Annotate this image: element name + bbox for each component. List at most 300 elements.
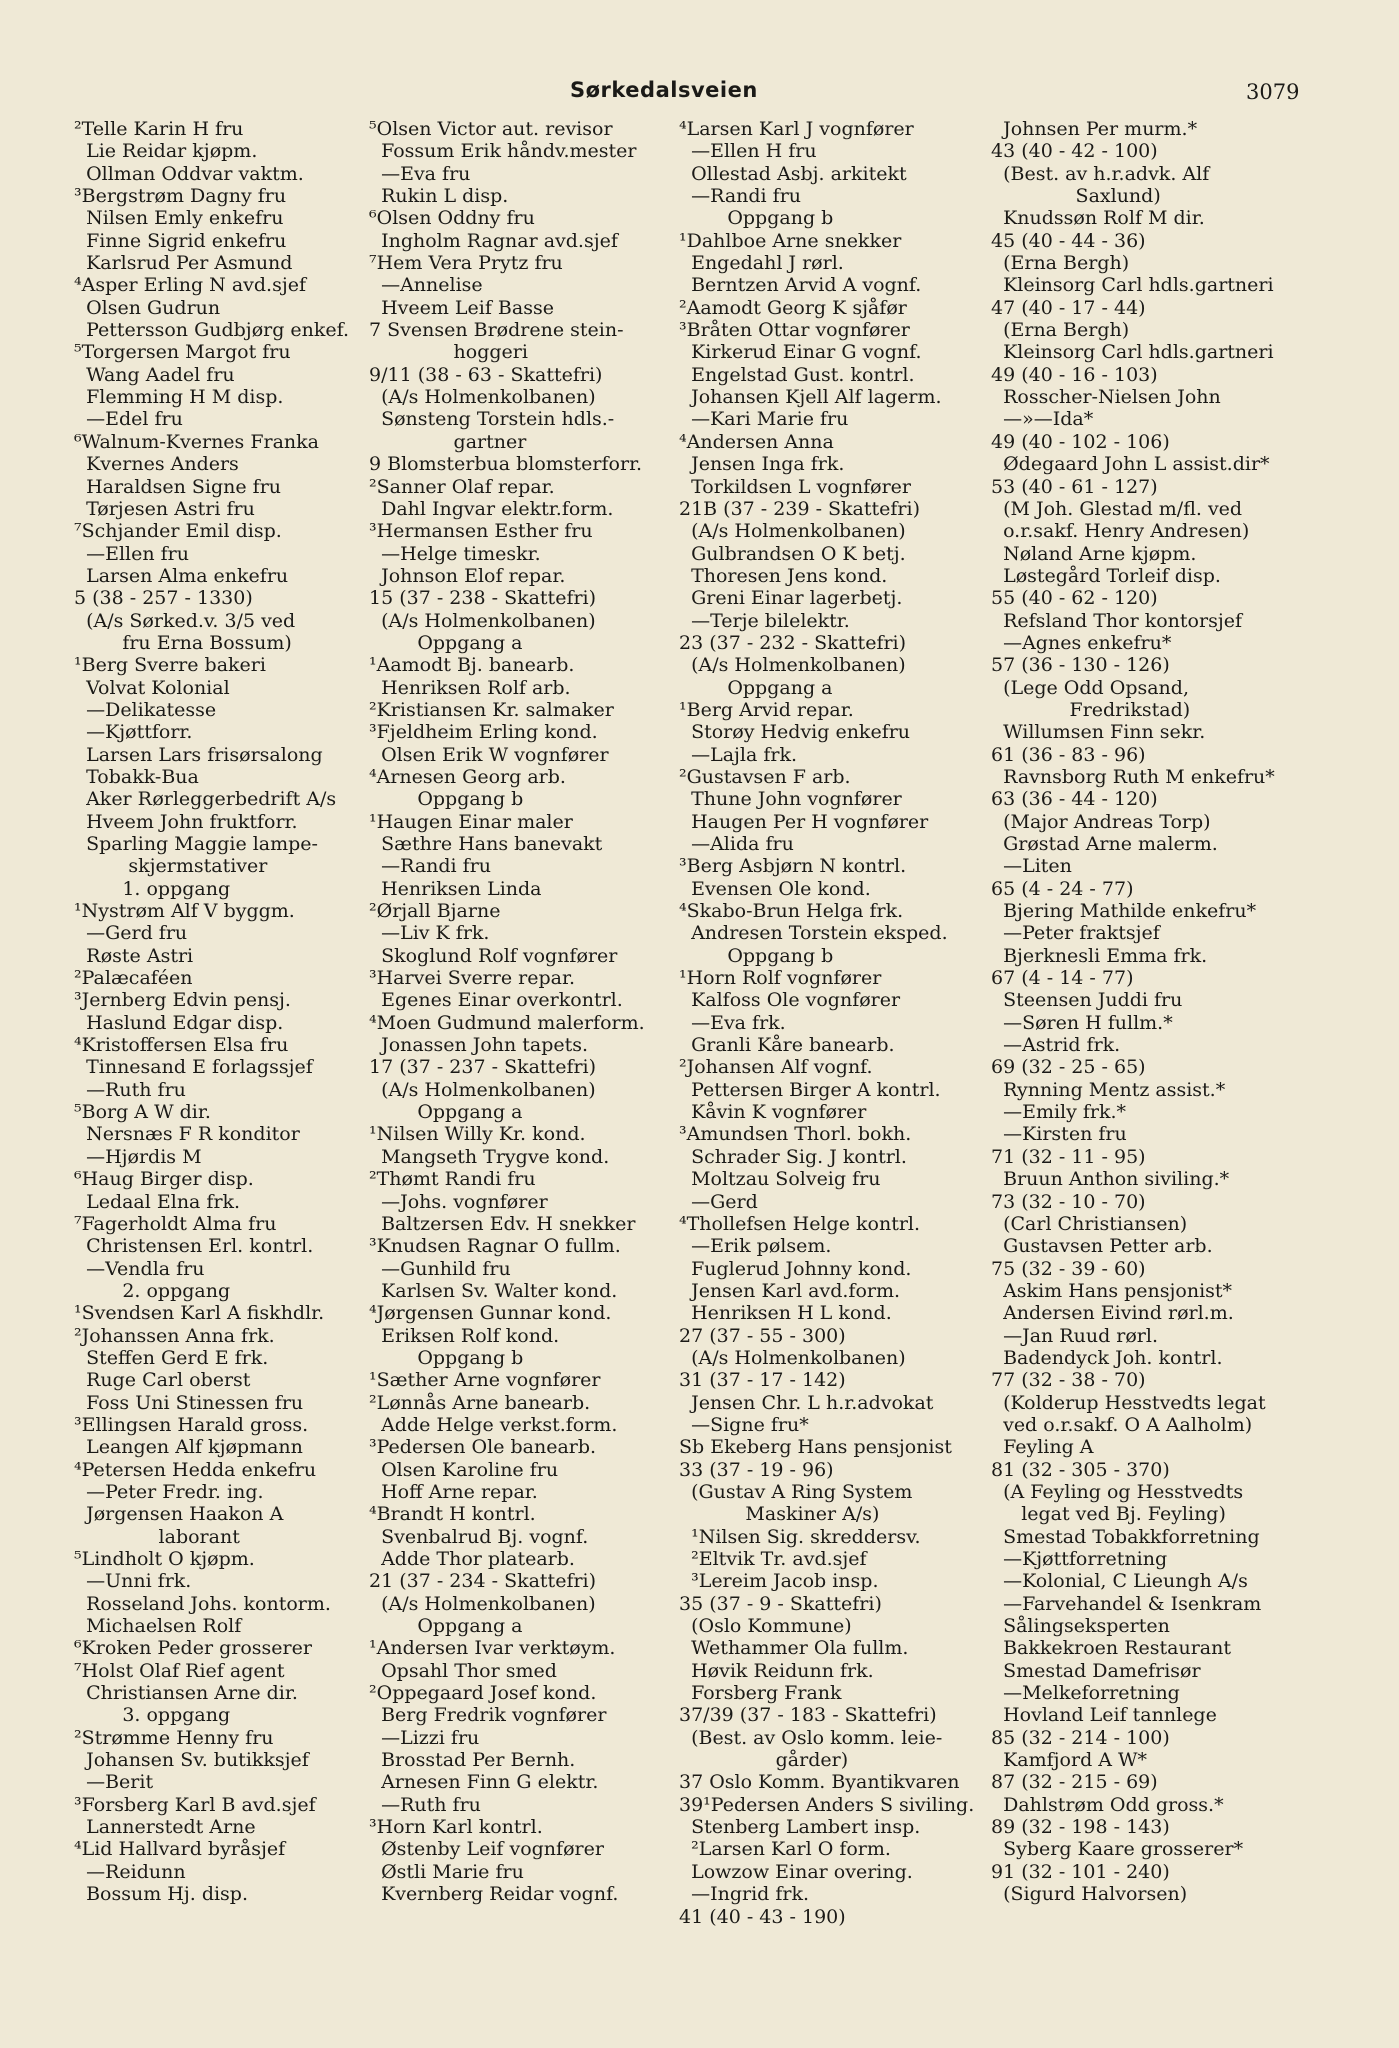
directory-line: ¹Nystrøm Alf V byggm.	[74, 900, 295, 923]
directory-line: Badendyck Joh. kontrl.	[991, 1346, 1223, 1369]
directory-line: —Signe fru*	[679, 1413, 809, 1436]
directory-line: ²Larsen Karl O form.	[679, 1838, 891, 1861]
directory-line: —Kjøttforretning	[991, 1548, 1168, 1570]
directory-line: 81 (32 - 305 - 370)	[991, 1458, 1170, 1481]
directory-line: ²Strømme Henny fru	[74, 1726, 274, 1749]
directory-line: Larsen Alma enkefru	[74, 564, 289, 587]
directory-line: ²Kristiansen Kr. salmaker	[369, 698, 614, 721]
directory-line: Lowzow Einar overing.	[679, 1860, 913, 1883]
directory-line: 63 (36 - 44 - 120)	[991, 788, 1158, 811]
directory-line: Oppgang a	[679, 676, 833, 699]
directory-line: ³Knudsen Ragnar O fullm.	[369, 1235, 621, 1258]
directory-line: Røste Astri	[74, 944, 194, 967]
directory-line: Saxlund)	[991, 185, 1161, 208]
directory-line: ²Johanssen Anna frk.	[74, 1324, 275, 1347]
directory-line: —Johs. vognfører	[369, 1190, 548, 1213]
directory-line: Foss Uni Stinessen fru	[74, 1391, 304, 1414]
directory-line: Wethammer Ola fullm.	[679, 1637, 909, 1660]
directory-line: Nilsen Emly enkefru	[74, 207, 284, 230]
directory-line: (A/s Sørked.v. 3/5 ved	[74, 609, 296, 632]
directory-line: ²Telle Karin H fru	[74, 118, 244, 140]
directory-line: Sb Ekeberg Hans pensjonist	[679, 1436, 952, 1459]
directory-line: Steffen Gerd E frk.	[74, 1346, 269, 1369]
directory-line: Granli Kåre banearb.	[679, 1034, 895, 1057]
directory-line: Andresen Torstein eksped.	[679, 922, 948, 945]
column-1	[74, 118, 399, 1906]
directory-line: —Emily frk.*	[991, 1101, 1127, 1124]
directory-line: Kleinsorg Carl hdls.gartneri	[991, 341, 1274, 364]
directory-line: Leangen Alf kjøpmann	[74, 1436, 303, 1459]
directory-line: —Helge timeskr.	[369, 542, 541, 565]
directory-line: Mangseth Trygve kond.	[369, 1145, 610, 1168]
directory-line: —Liv K frk.	[369, 922, 490, 945]
directory-line: —Søren H fullm.*	[991, 1011, 1173, 1034]
directory-line: —Annelise	[369, 274, 483, 297]
directory-line: 47 (40 - 17 - 44)	[991, 296, 1146, 319]
directory-line: Christensen Erl. kontrl.	[74, 1235, 314, 1258]
directory-line: Haraldsen Signe fru	[74, 475, 282, 498]
directory-line: Willumsen Finn sekr.	[991, 721, 1206, 744]
directory-line: Flemming H M disp.	[74, 386, 284, 409]
directory-line: 65 (4 - 24 - 77)	[991, 877, 1134, 900]
directory-line: ⁶Kroken Peder grosserer	[74, 1637, 312, 1660]
directory-line: ¹Haugen Einar maler	[369, 810, 573, 833]
directory-line: ⁵Torgersen Margot fru	[74, 341, 291, 364]
directory-line: ⁶Walnum-Kvernes Franka	[74, 430, 320, 453]
directory-line: 89 (32 - 198 - 143)	[991, 1816, 1170, 1839]
directory-line: 7 Svensen Brødrene stein-	[369, 319, 624, 342]
directory-line: ²Lønnås Arne banearb.	[369, 1391, 591, 1414]
directory-line: gartner	[369, 430, 527, 453]
directory-line: 71 (32 - 11 - 95)	[991, 1145, 1146, 1168]
directory-line: —Eva fru	[369, 162, 471, 185]
directory-line: ⁷Hem Vera Prytz fru	[369, 252, 563, 275]
directory-line: Østli Marie fru	[369, 1860, 524, 1883]
directory-line: ⁴Andersen Anna	[679, 430, 834, 453]
directory-line: Sålingseksperten	[991, 1615, 1170, 1638]
directory-line: —Lajla frk.	[679, 743, 798, 766]
directory-line: Askim Hans pensjonist*	[991, 1279, 1233, 1302]
directory-line: 33 (37 - 19 - 96)	[679, 1458, 834, 1481]
directory-line: ⁴Lid Hallvard byråsjef	[74, 1838, 286, 1861]
page-number: 3079	[1246, 80, 1300, 104]
directory-line: Grøstad Arne malerm.	[991, 833, 1218, 855]
directory-line: Bossum Hj. disp.	[74, 1883, 249, 1906]
directory-line: 49 (40 - 102 - 106)	[991, 430, 1170, 453]
directory-line: ⁴Brandt H kontrl.	[369, 1503, 536, 1526]
directory-line: ¹Dahlboe Arne snekker	[679, 229, 902, 252]
directory-line: Thoresen Jens kond.	[679, 564, 888, 587]
directory-line: Brosstad Per Bernh.	[369, 1749, 576, 1772]
directory-line: Henriksen Linda	[369, 877, 542, 900]
directory-line: Ollman Oddvar vaktm.	[74, 162, 304, 185]
directory-line: ³Ellingsen Harald gross.	[74, 1413, 309, 1436]
directory-line: 45 (40 - 44 - 36)	[991, 229, 1146, 252]
directory-line: Syberg Kaare grosserer*	[991, 1838, 1244, 1861]
directory-line: ²Aamodt Georg K sjåfør	[679, 296, 907, 319]
directory-line: Kirkerud Einar G vognf.	[679, 341, 922, 364]
directory-line: —Unni frk.	[74, 1570, 192, 1593]
directory-line: 69 (32 - 25 - 65)	[991, 1056, 1146, 1079]
directory-line: Feyling A	[991, 1436, 1094, 1459]
directory-line: Andersen Eivind rørl.m.	[991, 1302, 1234, 1325]
directory-line: Kalfoss Ole vognfører	[679, 989, 901, 1012]
directory-line: 53 (40 - 61 - 127)	[991, 475, 1158, 498]
directory-line: Greni Einar lagerbetj.	[679, 587, 903, 610]
directory-line: (Best. av h.r.advk. Alf	[991, 162, 1210, 185]
directory-line: Bjering Mathilde enkefru*	[991, 900, 1257, 923]
directory-line: Berg Fredrik vognfører	[369, 1704, 607, 1727]
directory-line: (A/s Holmenkolbanen)	[679, 654, 906, 677]
directory-line: Olsen Karoline fru	[369, 1458, 559, 1481]
directory-line: Engelstad Gust. kontrl.	[679, 363, 915, 386]
directory-line: Volvat Kolonial	[74, 676, 230, 699]
directory-line: —Agnes enkefru*	[991, 631, 1172, 654]
directory-line: ¹Nilsen Willy Kr. kond.	[369, 1123, 586, 1146]
directory-line: ved o.r.sakf. O A Aalholm)	[991, 1413, 1253, 1436]
directory-line: ⁴Kristoffersen Elsa fru	[74, 1034, 289, 1057]
directory-line: Ravnsborg Ruth M enkefru*	[991, 765, 1275, 788]
directory-line: Oppgang b	[679, 207, 834, 230]
directory-line: Bakkekroen Restaurant	[991, 1637, 1231, 1660]
directory-line: ²Gustavsen F arb.	[679, 765, 851, 788]
directory-line: —Kari Marie fru	[679, 408, 849, 431]
directory-line: ⁵Lindholt O kjøpm.	[74, 1548, 255, 1570]
directory-line: Tørjesen Astri fru	[74, 497, 255, 520]
directory-line: —Ruth fru	[369, 1793, 481, 1816]
directory-line: 49 (40 - 16 - 103)	[991, 363, 1158, 386]
directory-line: Oppgang b	[679, 944, 834, 967]
directory-line: (Erna Bergh)	[991, 252, 1130, 275]
directory-line: 37 Oslo Komm. Byantikvaren	[679, 1771, 960, 1794]
directory-line: Larsen Lars frisørsalong	[74, 743, 323, 766]
directory-line: —Eva frk.	[679, 1011, 786, 1034]
directory-line: (A/s Holmenkolbanen)	[369, 609, 596, 632]
directory-line: —Kjøttforr.	[74, 721, 193, 744]
directory-line: ³Fjeldheim Erling kond.	[369, 721, 598, 744]
page-title: Sørkedalsveien	[570, 78, 758, 102]
directory-line: Rosseland Johs. kontorm.	[74, 1592, 331, 1615]
directory-line: Smestad Tobakkforretning	[991, 1525, 1260, 1548]
directory-line: Torkildsen L vognfører	[679, 475, 912, 498]
directory-line: Finne Sigrid enkefru	[74, 229, 287, 252]
directory-line: 87 (32 - 215 - 69)	[991, 1771, 1158, 1794]
directory-line: —Edel fru	[74, 408, 183, 431]
directory-line: Jensen Chr. L h.r.advokat	[679, 1391, 934, 1414]
directory-line: ⁴Jørgensen Gunnar kond.	[369, 1302, 612, 1325]
directory-line: (Gustav A Ring System	[679, 1480, 913, 1503]
directory-line: ⁴Arnesen Georg arb.	[369, 765, 566, 788]
directory-line: Kleinsorg Carl hdls.gartneri	[991, 274, 1274, 297]
directory-line: ³Berg Asbjørn N kontrl.	[679, 855, 907, 878]
directory-line: Aker Rørleggerbedrift A/s	[74, 788, 337, 811]
directory-line: (Oslo Kommune)	[679, 1615, 852, 1638]
directory-line: ⁴Skabo-Brun Helga frk.	[679, 900, 904, 923]
directory-line: Svenbalrud Bj. vognf.	[369, 1525, 589, 1548]
directory-line: Fuglerud Johnny kond.	[679, 1257, 912, 1280]
directory-line: Nøland Arne kjøpm.	[991, 542, 1197, 565]
directory-line: ²Sanner Olaf repar.	[369, 475, 555, 498]
directory-line: Evensen Ole kond.	[679, 877, 871, 900]
directory-line: —Gerd	[679, 1190, 758, 1213]
directory-line: ³Hermansen Esther fru	[369, 520, 593, 543]
directory-line: (Erna Bergh)	[991, 319, 1130, 342]
directory-line: (Best. av Oslo komm. leie-	[679, 1726, 943, 1749]
directory-line: ³Forsberg Karl B avd.sjef	[74, 1793, 316, 1816]
directory-line: Rosscher-Nielsen John	[991, 386, 1221, 409]
directory-line: ⁴Asper Erling N avd.sjef	[74, 274, 307, 297]
directory-line: ²Thømt Randi fru	[369, 1168, 536, 1191]
directory-line: —Randi fru	[369, 855, 492, 878]
directory-line: ³Jernberg Edvin pensj.	[74, 989, 291, 1012]
directory-line: Sæthre Hans banevakt	[369, 833, 603, 855]
directory-line: —Erik pølsem.	[679, 1235, 832, 1258]
directory-line: Berntzen Arvid A vognf.	[679, 274, 922, 297]
directory-line: Hovland Leif tannlege	[991, 1704, 1217, 1727]
directory-line: Jensen Karl avd.form.	[679, 1279, 901, 1302]
directory-line: Ødegaard John L assist.dir*	[991, 453, 1270, 476]
directory-line: Jørgensen Haakon A	[74, 1503, 284, 1526]
directory-line: Olsen Gudrun	[74, 296, 221, 319]
directory-line: ²Eltvik Tr. avd.sjef	[679, 1548, 867, 1570]
directory-line: —Delikatesse	[74, 698, 217, 721]
directory-line: Oppgang a	[369, 1101, 523, 1124]
directory-line: Bjerknesli Emma frk.	[991, 944, 1208, 967]
directory-line: —Farvehandel & Isenkram	[991, 1592, 1262, 1615]
directory-line: Forsberg Frank	[679, 1682, 842, 1705]
directory-line: 9/11 (38 - 63 - Skattefri)	[369, 363, 603, 386]
directory-line: Oppgang a	[369, 1615, 523, 1638]
directory-line: —Lizzi fru	[369, 1726, 480, 1749]
directory-line: o.r.sakf. Henry Andresen)	[991, 520, 1250, 543]
directory-line: ³Pedersen Ole banearb.	[369, 1436, 597, 1459]
directory-line: 39¹Pedersen Anders S siviling.	[679, 1793, 975, 1816]
directory-line: 9 Blomsterbua blomsterforr.	[369, 453, 643, 476]
directory-line: —Liten	[991, 855, 1072, 878]
directory-line: —Jan Ruud rørl.	[991, 1324, 1159, 1347]
directory-line: (A/s Holmenkolbanen)	[679, 1346, 906, 1369]
directory-line: hoggeri	[369, 341, 528, 364]
directory-line: Maskiner A/s)	[679, 1503, 880, 1526]
directory-line: Schrader Sig. J kontrl.	[679, 1145, 907, 1168]
directory-line: 2. oppgang	[74, 1279, 231, 1302]
directory-line: ¹Berg Sverre bakeri	[74, 654, 266, 677]
directory-line: 61 (36 - 83 - 96)	[991, 743, 1146, 766]
directory-line: Ruge Carl oberst	[74, 1369, 251, 1392]
directory-line: Karlsen Sv. Walter kond.	[369, 1279, 618, 1302]
directory-line: Oppgang b	[369, 1346, 524, 1369]
directory-line: Moltzau Solveig fru	[679, 1168, 881, 1191]
directory-line: Skoglund Rolf vognfører	[369, 944, 618, 967]
directory-line: 77 (32 - 38 - 70)	[991, 1369, 1146, 1392]
directory-line: Nersnæs F R konditor	[74, 1123, 300, 1146]
directory-line: Henriksen Rolf arb.	[369, 676, 571, 699]
directory-line: ⁵Borg A W dir.	[74, 1101, 211, 1124]
directory-line: Bruun Anthon siviling.*	[991, 1168, 1230, 1191]
directory-line: laborant	[74, 1525, 240, 1548]
directory-line: Rynning Mentz assist.*	[991, 1078, 1226, 1101]
directory-line: 75 (32 - 39 - 60)	[991, 1257, 1146, 1280]
directory-line: Tobakk-Bua	[74, 765, 199, 788]
directory-line: Fredrikstad)	[991, 698, 1191, 721]
directory-line: —Vendla fru	[74, 1257, 205, 1280]
directory-line: (A Feyling og Hesstvedts	[991, 1480, 1244, 1503]
directory-line: 55 (40 - 62 - 120)	[991, 587, 1158, 610]
directory-line: 31 (37 - 17 - 142)	[679, 1369, 846, 1392]
directory-line: Jonassen John tapets.	[369, 1034, 589, 1057]
directory-line: Olsen Erik W vognfører	[369, 743, 609, 766]
directory-line: ²Johansen Alf vognf.	[679, 1056, 873, 1079]
directory-line: 41 (40 - 43 - 190)	[679, 1905, 846, 1928]
directory-line: ²Palæcaféen	[74, 967, 193, 990]
directory-line: 5 (38 - 257 - 1330)	[74, 587, 253, 610]
directory-line: Høvik Reidunn frk.	[679, 1659, 874, 1682]
directory-line: 35 (37 - 9 - Skattefri)	[679, 1592, 882, 1615]
directory-line: skjermstativer	[74, 855, 268, 878]
directory-line: (A/s Holmenkolbanen)	[369, 1078, 596, 1101]
directory-line: (Sigurd Halvorsen)	[991, 1883, 1188, 1906]
directory-line: Kvernes Anders	[74, 453, 239, 476]
directory-line: Haslund Edgar disp.	[74, 1011, 284, 1034]
directory-line: ¹Svendsen Karl A fiskhdlr.	[74, 1302, 325, 1325]
column-2	[369, 118, 694, 1906]
directory-line: 37/39 (37 - 183 - Skattefri)	[679, 1704, 937, 1727]
directory-line: ³Lereim Jacob insp.	[679, 1570, 879, 1593]
directory-line: Thune John vognfører	[679, 788, 902, 811]
directory-line: ²Ørjall Bjarne	[369, 900, 501, 923]
directory-line: 21 (37 - 234 - Skattefri)	[369, 1570, 597, 1593]
directory-line: Eriksen Rolf kond.	[369, 1324, 560, 1347]
directory-line: 27 (37 - 55 - 300)	[679, 1324, 846, 1347]
directory-line: Gulbrandsen O K betj.	[679, 542, 906, 565]
directory-line: Johnsen Per murm.*	[991, 118, 1198, 140]
directory-line: ¹Horn Rolf vognfører	[679, 967, 882, 990]
directory-line: Oppgang a	[369, 631, 523, 654]
directory-line: 57 (36 - 130 - 126)	[991, 654, 1170, 677]
directory-line: Kvernberg Reidar vognf.	[369, 1883, 619, 1906]
directory-line: Adde Thor platearb.	[369, 1548, 575, 1570]
directory-line: 85 (32 - 214 - 100)	[991, 1726, 1170, 1749]
directory-line: Stenberg Lambert insp.	[679, 1816, 921, 1839]
directory-line: Haugen Per H vognfører	[679, 810, 929, 833]
directory-line: Steensen Juddi fru	[991, 989, 1183, 1012]
directory-line: Arnesen Finn G elektr.	[369, 1771, 599, 1794]
directory-line: 3. oppgang	[74, 1704, 231, 1727]
directory-line: —Kirsten fru	[991, 1123, 1127, 1146]
directory-line: legat ved Bj. Feyling)	[991, 1503, 1226, 1526]
directory-line: Jensen Inga frk.	[679, 453, 845, 476]
directory-line: Hoff Arne repar.	[369, 1480, 538, 1503]
directory-line: Egenes Einar overkontrl.	[369, 989, 623, 1012]
directory-line: Fossum Erik håndv.mester	[369, 140, 637, 163]
directory-line: 73 (32 - 10 - 70)	[991, 1190, 1146, 1213]
directory-line: Hveem Leif Basse	[369, 296, 554, 319]
directory-line: (A/s Holmenkolbanen)	[679, 520, 906, 543]
directory-line: 23 (37 - 232 - Skattefri)	[679, 631, 907, 654]
directory-line: ³Amundsen Thorl. bokh.	[679, 1123, 912, 1146]
directory-line: gårder)	[679, 1749, 849, 1772]
directory-line: (Lege Odd Opsand,	[991, 676, 1189, 699]
directory-line: Storøy Hedvig enkefru	[679, 721, 911, 744]
directory-line: 17 (37 - 237 - Skattefri)	[369, 1056, 597, 1079]
directory-line: Pettersen Birger A kontrl.	[679, 1078, 941, 1101]
directory-line: ⁴Moen Gudmund malerform.	[369, 1011, 645, 1034]
directory-line: —Hjørdis M	[74, 1145, 202, 1168]
directory-line: ⁷Schjander Emil disp.	[74, 520, 282, 543]
directory-line: Johansen Sv. butikksjef	[74, 1749, 309, 1772]
directory-line: —Ingrid frk.	[679, 1883, 810, 1906]
directory-line: 15 (37 - 238 - Skattefri)	[369, 587, 597, 610]
directory-line: —Alida fru	[679, 833, 794, 855]
directory-line: 21B (37 - 239 - Skattefri)	[679, 497, 921, 520]
directory-line: (Carl Christiansen)	[991, 1212, 1188, 1235]
directory-line: 43 (40 - 42 - 100)	[991, 140, 1158, 163]
directory-line: —Melkeforretning	[991, 1682, 1180, 1705]
directory-line: ¹Andersen Ivar verktøym.	[369, 1637, 616, 1660]
directory-line: ⁷Fagerholdt Alma fru	[74, 1212, 277, 1235]
directory-line: Løstegård Torleif disp.	[991, 564, 1221, 587]
column-4	[991, 118, 1296, 1906]
directory-line: Johnson Elof repar.	[369, 564, 566, 587]
directory-line: —Terje bilelektr.	[679, 609, 850, 632]
directory-line: ⁷Holst Olaf Rief agent	[74, 1659, 285, 1682]
directory-line: ³Harvei Sverre repar.	[369, 967, 575, 990]
directory-line: Dahl Ingvar elektr.form.	[369, 497, 614, 520]
directory-line: Ledaal Elna frk.	[74, 1190, 241, 1213]
directory-line: —Astrid frk.	[991, 1034, 1121, 1057]
directory-line: ⁴Larsen Karl J vognfører	[679, 118, 914, 140]
directory-line: ²Oppegaard Josef kond.	[369, 1682, 597, 1705]
directory-line: Østenby Leif vognfører	[369, 1838, 604, 1861]
directory-line: Ollestad Asbj. arkitekt	[679, 162, 907, 185]
directory-line: ⁵Olsen Victor aut. revisor	[369, 118, 613, 140]
directory-line: (M Joh. Glestad m/fl. ved	[991, 497, 1243, 520]
directory-line: —Gunhild fru	[369, 1257, 511, 1280]
directory-line: 91 (32 - 101 - 240)	[991, 1860, 1170, 1883]
directory-line: (Kolderup Hesstvedts legat	[991, 1391, 1266, 1414]
directory-line: Adde Helge verkst.form.	[369, 1413, 618, 1436]
directory-line: Gustavsen Petter arb.	[991, 1235, 1213, 1258]
directory-line: Dahlstrøm Odd gross.*	[991, 1793, 1224, 1816]
directory-line: ⁴Petersen Hedda enkefru	[74, 1458, 317, 1481]
directory-line: —Ruth fru	[74, 1078, 186, 1101]
directory-line: Hveem John fruktforr.	[74, 810, 298, 833]
directory-line: 67 (4 - 14 - 77)	[991, 967, 1134, 990]
directory-line: ⁶Haug Birger disp.	[74, 1168, 254, 1191]
directory-line: Engedahl J rørl.	[679, 252, 844, 275]
directory-line: Opsahl Thor smed	[369, 1659, 557, 1682]
directory-line: Ingholm Ragnar avd.sjef	[369, 229, 618, 252]
directory-line: ¹Aamodt Bj. banearb.	[369, 654, 575, 677]
directory-line: —Berit	[74, 1771, 154, 1794]
directory-line: ¹Sæther Arne vognfører	[369, 1369, 601, 1392]
directory-line: —Peter Fredr. ing.	[74, 1480, 264, 1503]
directory-line: Pettersson Gudbjørg enkef.	[74, 319, 350, 342]
directory-line: ⁴Thollefsen Helge kontrl.	[679, 1212, 921, 1235]
directory-line: —Peter fraktsjef	[991, 922, 1160, 945]
directory-line: 1. oppgang	[74, 877, 231, 900]
directory-line: —»—Ida*	[991, 408, 1094, 431]
directory-line: —Ellen H fru	[679, 140, 817, 163]
directory-line: Tinnesand E forlagssjef	[74, 1056, 313, 1079]
directory-line: Johansen Kjell Alf lagerm.	[679, 386, 942, 409]
directory-line: —Gerd fru	[74, 922, 188, 945]
directory-line: ³Horn Karl kontrl.	[369, 1816, 543, 1839]
directory-line: Baltzersen Edv. H snekker	[369, 1212, 636, 1235]
directory-line: Kamfjord A W*	[991, 1749, 1148, 1772]
directory-line: ¹Berg Arvid repar.	[679, 698, 854, 721]
directory-line: Rukin L disp.	[369, 185, 509, 208]
